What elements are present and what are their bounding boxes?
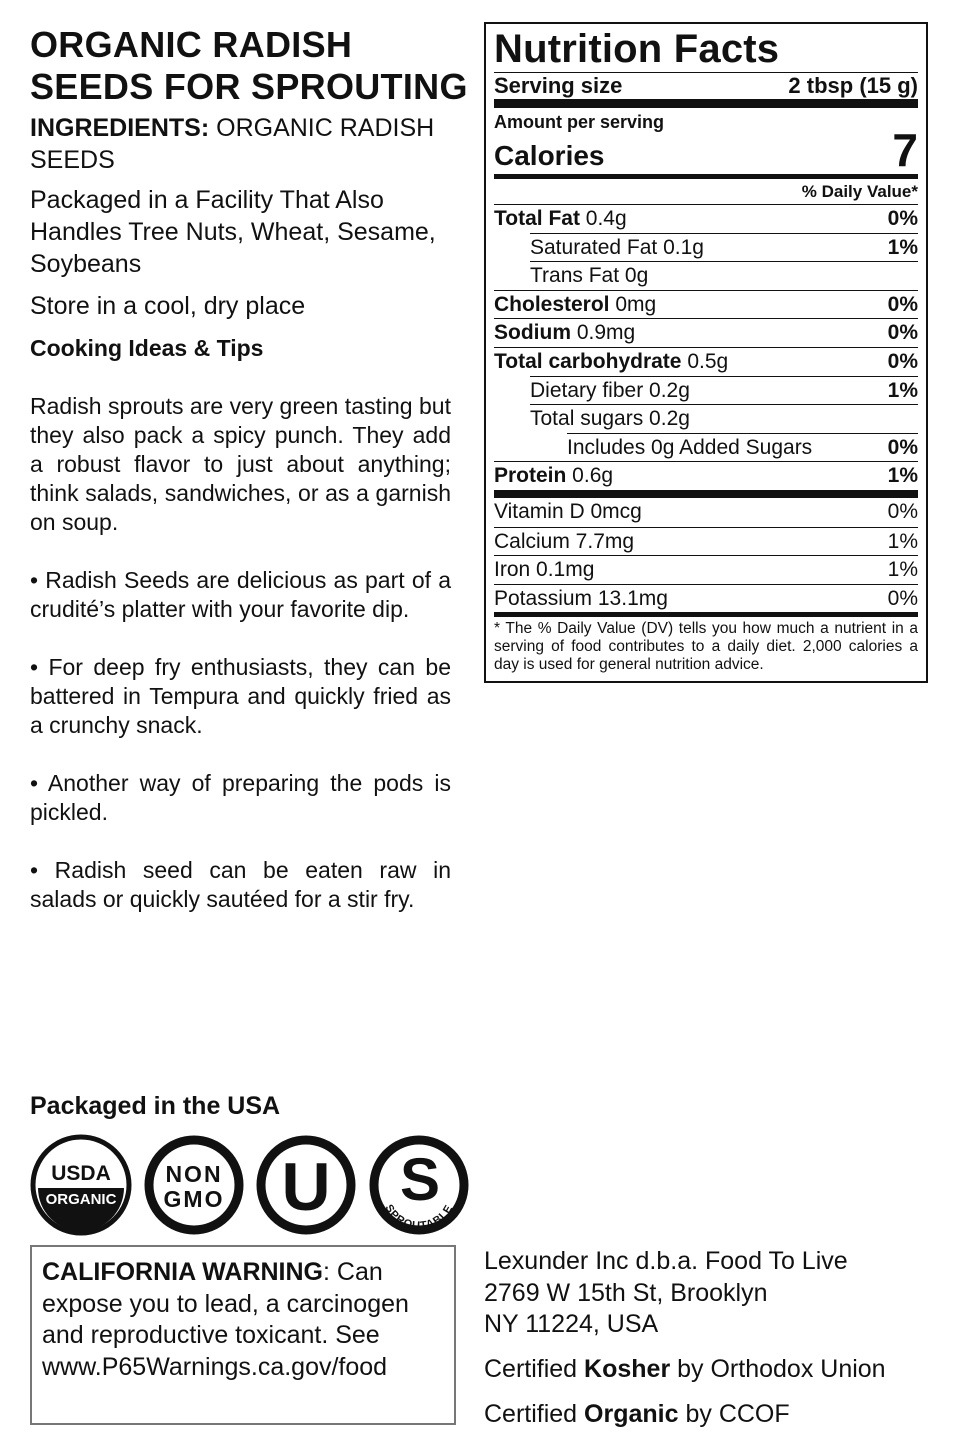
- kosher-certification: [484, 1355, 886, 1384]
- kosher-ou-icon: [255, 1134, 357, 1236]
- tips-paragraph: • Radish Seeds are delicious as part of a crudité’s platter with your favorite dip.: [30, 567, 451, 622]
- nutrient-row-saturated-fat: [530, 233, 918, 262]
- non-gmo-icon: [143, 1134, 245, 1236]
- amount-per-serving: Amount per serving: [494, 112, 665, 132]
- nutrient-dv: 1%: [887, 235, 918, 259]
- tips-heading: Cooking Ideas & Tips: [30, 335, 264, 361]
- warning-label: CALIFORNIA WARNING: [42, 1258, 323, 1286]
- nutrient-row-total-fat: [494, 204, 918, 233]
- cert-prefix: Certified: [484, 1400, 585, 1428]
- nutrient-dv: 0%: [887, 207, 918, 230]
- nutrition-facts-panel: [484, 22, 928, 683]
- nutrient-row-total-carbohydrate: [494, 347, 918, 376]
- nutrient-label: Sodium: [494, 321, 571, 345]
- organic-certification: [484, 1400, 790, 1429]
- nutrient-label: Dietary fiber 0.2g: [530, 378, 690, 402]
- nutrient-dv: 0%: [887, 349, 918, 373]
- calories-label: Calories: [494, 140, 605, 171]
- nutrient-label: Calcium 7.7mg: [494, 529, 635, 553]
- usda-text: USDA: [51, 1162, 111, 1185]
- product-title: [30, 24, 480, 108]
- nutrient-label: Total sugars 0.2g: [530, 407, 690, 431]
- nutrient-amount: 0.4g: [579, 207, 627, 230]
- serving-size-value: 2 tbsp (15 g): [788, 73, 918, 98]
- nutrient-row-protein: [494, 461, 918, 490]
- nutrient-amount: 0.9mg: [571, 321, 636, 345]
- nutrient-amount: 0.5g: [681, 349, 729, 373]
- nutrient-label: Saturated Fat 0.1g: [530, 235, 704, 259]
- nutrient-amount: 0mg: [609, 292, 657, 316]
- calories-row: [494, 124, 918, 176]
- sproutable-letter: S: [399, 1146, 441, 1213]
- nutrient-row-added-sugars: [567, 433, 918, 462]
- nutrient-label: Trans Fat 0g: [530, 264, 649, 288]
- nutrient-dv: 0%: [887, 586, 918, 610]
- nutrient-row-vitamin-d: [494, 498, 918, 527]
- nutrient-dv: 0%: [887, 499, 918, 523]
- nutrient-row-trans-fat: [530, 261, 918, 290]
- nutrient-dv: 1%: [887, 529, 918, 553]
- nutrient-label: Iron 0.1mg: [494, 558, 595, 582]
- nutrient-row-total-sugars: [530, 404, 918, 433]
- nutrient-label: Total Fat: [494, 207, 580, 230]
- ingredients: [30, 112, 460, 176]
- packaged-in-usa: Packaged in the USA: [30, 1092, 281, 1120]
- ingredients-text: ORGANIC RADISH SEEDS: [30, 114, 435, 174]
- certification-badges: [30, 1134, 470, 1238]
- nutrient-label: Protein: [494, 464, 567, 488]
- nutrient-dv: 0%: [887, 292, 918, 316]
- nutrient-label: Potassium 13.1mg: [494, 586, 668, 610]
- nutrition-facts-title: Nutrition Facts: [494, 27, 780, 71]
- nutrient-dv: 0%: [887, 435, 918, 459]
- california-warning: [30, 1245, 456, 1425]
- nutrient-dv: 1%: [887, 464, 918, 488]
- ingredients-label: INGREDIENTS:: [30, 114, 210, 142]
- usda-organic-icon: [30, 1134, 132, 1236]
- warning-text: : Can expose you to lead, a carcinogen and reproductive toxicant. See www.P65Warnings.ca.gov/food: [42, 1258, 409, 1381]
- tips-paragraph: • Another way of preparing the pods is pickled.: [30, 770, 451, 825]
- tips-paragraph: • Radish seed can be eaten raw in salads or quickly sautéed for a stir fry.: [30, 857, 451, 912]
- nutrient-label: Vitamin D 0mcg: [494, 499, 642, 523]
- nutrient-row-iron: [494, 555, 918, 584]
- cert-organic: Organic: [584, 1400, 679, 1428]
- cert-suffix: by Orthodox Union: [670, 1355, 886, 1383]
- daily-value-footnote: * The % Daily Value (DV) tells you how much a nutrient in a serving of food contributes to a daily diet. 2,000 calories a day is used for general nutrition advice.: [494, 620, 918, 674]
- calories-value: 7: [892, 124, 918, 176]
- nutrient-label: Cholesterol: [494, 292, 610, 316]
- cert-kosher: Kosher: [584, 1355, 671, 1383]
- nutrient-label: Includes 0g Added Sugars: [567, 435, 813, 459]
- company-address: [484, 1246, 848, 1341]
- product-title-line1: ORGANIC RADISH: [30, 24, 353, 65]
- allergen-facility-note: Packaged in a Facility That Also Handles Tree Nuts, Wheat, Sesame, Soybeans: [30, 186, 436, 278]
- nutrient-dv: 1%: [887, 378, 918, 402]
- nutrient-row-cholesterol: [494, 290, 918, 319]
- nutrient-amount: 0.6g: [566, 464, 614, 488]
- tips-paragraph: Radish sprouts are very green tasting but they also pack a spicy punch. They add a robust flavor to just about anything; think salads, sandwiches, or as a garnish on soup.: [30, 393, 451, 535]
- storage-instructions: Store in a cool, dry place: [30, 292, 306, 320]
- sproutable-icon: [368, 1134, 470, 1236]
- company-street: 2769 W 15th St, Brooklyn: [484, 1278, 768, 1307]
- sproutable-text: SPROUTABLE: [382, 1202, 456, 1233]
- nutrient-dv: 0%: [887, 321, 918, 345]
- nutrient-dv: 1%: [887, 558, 918, 582]
- company-city: NY 11224, USA: [484, 1310, 659, 1338]
- product-title-line2: SEEDS FOR SPROUTING: [30, 66, 468, 107]
- kosher-letter: U: [281, 1149, 331, 1225]
- nutrient-row-potassium: [494, 584, 918, 613]
- organic-text: ORGANIC: [45, 1191, 117, 1208]
- tips-paragraph: • For deep fry enthusiasts, they can be battered in Tempura and quickly fried as a crunchy snack.: [30, 654, 451, 738]
- serving-size-row: [494, 72, 918, 99]
- tips-body: [30, 392, 451, 943]
- gmo-text: GMO: [163, 1186, 225, 1212]
- nutrient-row-dietary-fiber: [530, 376, 918, 405]
- non-text: NON: [165, 1161, 223, 1187]
- cert-suffix: by CCOF: [678, 1400, 790, 1428]
- company-name: Lexunder Inc d.b.a. Food To Live: [484, 1247, 848, 1275]
- daily-value-header: % Daily Value*: [801, 182, 918, 201]
- nutrient-label: Total carbohydrate: [494, 349, 682, 373]
- serving-size-label: Serving size: [494, 73, 623, 98]
- nutrient-row-sodium: [494, 318, 918, 347]
- nutrient-row-calcium: [494, 527, 918, 556]
- cert-prefix: Certified: [484, 1355, 585, 1383]
